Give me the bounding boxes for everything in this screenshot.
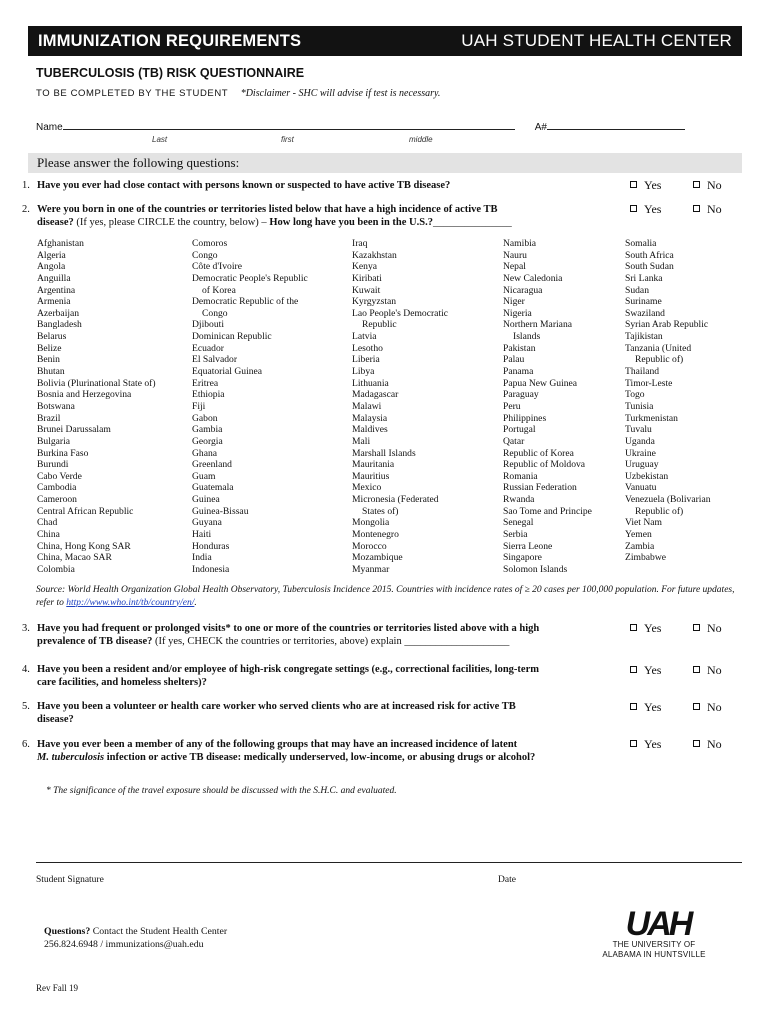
- country-item[interactable]: Tunisia: [625, 400, 654, 412]
- country-item[interactable]: Kiribati: [352, 272, 382, 284]
- country-item[interactable]: New Caledonia: [503, 272, 563, 284]
- country-item[interactable]: Guam: [192, 470, 216, 482]
- checkbox-icon[interactable]: [630, 181, 637, 188]
- country-item[interactable]: Kazakhstan: [352, 249, 397, 261]
- name-row: [36, 120, 685, 133]
- country-item[interactable]: Serbia: [503, 529, 528, 541]
- checkbox-icon[interactable]: [693, 205, 700, 212]
- country-item[interactable]: Bulgaria: [37, 435, 71, 447]
- question-5: 5. Have you been a volunteer or health care worker who served clients who are at increased risk for active TB disease?: [22, 701, 516, 725]
- country-item[interactable]: Palau: [503, 354, 525, 366]
- country-item[interactable]: Colombia: [37, 563, 75, 575]
- country-item[interactable]: Belize: [37, 342, 62, 354]
- revision-label: Rev Fall 19: [36, 983, 78, 993]
- country-item[interactable]: Mongolia: [352, 517, 390, 529]
- country-column-2: [192, 238, 308, 576]
- country-item[interactable]: Djibouti: [192, 319, 224, 331]
- checkbox-icon[interactable]: [693, 703, 700, 710]
- country-item[interactable]: Republic of Korea: [503, 447, 574, 459]
- source-note: Source: World Health Organization Global Health Observatory, Tuberculosis Incidence 2015. Countries with incidence rates of ≥ 20 cases per 100,000 population. For future updates, refer to http://www.who.int/tb/country/en/.: [36, 585, 735, 608]
- q2-no-option[interactable]: No: [693, 202, 722, 217]
- country-column-1: [37, 238, 156, 576]
- country-item[interactable]: Liberia: [352, 354, 380, 366]
- country-item[interactable]: Togo: [625, 389, 645, 401]
- country-item[interactable]: Tuvalu: [625, 424, 652, 436]
- country-item[interactable]: Micronesia (Federated: [352, 494, 439, 506]
- q5-no-option[interactable]: No: [693, 700, 722, 715]
- country-item[interactable]: Mauritius: [352, 470, 390, 482]
- country-item[interactable]: Cambodia: [37, 482, 77, 494]
- country-item[interactable]: Somalia: [625, 238, 657, 249]
- to-be-completed-label: TO BE COMPLETED BY THE STUDENT: [36, 88, 229, 99]
- country-item[interactable]: Paraguay: [503, 389, 539, 401]
- country-item[interactable]: El Salvador: [192, 354, 238, 366]
- country-item[interactable]: Lao People's Democratic: [352, 307, 449, 319]
- country-item[interactable]: Indonesia: [192, 563, 230, 575]
- q3-yes-option[interactable]: Yes: [630, 621, 661, 636]
- checkbox-icon[interactable]: [630, 666, 637, 673]
- country-item[interactable]: Brazil: [37, 412, 61, 424]
- country-item[interactable]: South Sudan: [625, 261, 674, 273]
- country-item[interactable]: Kyrgyzstan: [352, 296, 397, 308]
- country-item[interactable]: Guatemala: [192, 482, 234, 494]
- country-item[interactable]: Papua New Guinea: [503, 377, 578, 389]
- q3-no-option[interactable]: No: [693, 621, 722, 636]
- country-item[interactable]: Sierra Leone: [503, 540, 553, 552]
- country-item[interactable]: Sri Lanka: [625, 272, 663, 284]
- country-item[interactable]: Republic of): [635, 354, 684, 366]
- name-field[interactable]: [63, 120, 515, 130]
- country-item[interactable]: Kuwait: [352, 284, 381, 296]
- contact-info: Questions? Contact the Student Health Center 256.824.6948 / immunizations@uah.edu: [44, 926, 228, 950]
- question-6: 6. Have you ever been a member of any of the following groups that may have an increased incidence of latent M. tuberculosis infection or active TB disease: medically underserved, low-income, or abusing drugs or alcohol?: [22, 739, 536, 763]
- country-item[interactable]: Tajikistan: [625, 331, 663, 343]
- country-item[interactable]: Democratic Republic of the: [192, 296, 299, 308]
- country-item[interactable]: Lesotho: [352, 342, 383, 354]
- country-item[interactable]: Venezuela (Bolivarian: [625, 494, 711, 506]
- date-label: Date: [498, 875, 516, 885]
- country-item[interactable]: Russian Federation: [503, 482, 577, 494]
- country-item[interactable]: Guinea-Bissau: [192, 505, 249, 517]
- q4-no-option[interactable]: No: [693, 663, 722, 678]
- country-item[interactable]: Northern Mariana: [503, 319, 572, 331]
- country-item[interactable]: Bangladesh: [37, 319, 82, 331]
- country-column-3: [352, 238, 448, 576]
- country-item[interactable]: Burundi: [37, 459, 69, 471]
- country-item[interactable]: Ecuador: [192, 342, 224, 354]
- country-item[interactable]: Georgia: [192, 435, 223, 447]
- country-item[interactable]: Iraq: [352, 238, 368, 249]
- country-item[interactable]: Pakistan: [503, 342, 536, 354]
- country-item[interactable]: Nauru: [503, 249, 527, 261]
- country-item[interactable]: Fiji: [192, 400, 206, 412]
- country-item[interactable]: Guinea: [192, 494, 220, 506]
- form-title: TUBERCULOSIS (TB) RISK QUESTIONNAIRE: [36, 66, 305, 80]
- student-signature-label: Student Signature: [36, 875, 104, 885]
- name-last-label: Last: [152, 135, 168, 144]
- country-item[interactable]: Vanuatu: [625, 482, 657, 494]
- q5-yes-option[interactable]: Yes: [630, 700, 661, 715]
- country-item[interactable]: Niger: [503, 296, 525, 308]
- country-item[interactable]: China, Hong Kong SAR: [37, 540, 131, 552]
- country-column-4: [503, 238, 592, 576]
- country-item[interactable]: Malawi: [352, 400, 382, 412]
- country-item[interactable]: Bolivia (Plurinational State of): [37, 377, 156, 389]
- country-item[interactable]: Peru: [503, 400, 521, 412]
- country-item[interactable]: Qatar: [503, 435, 525, 447]
- country-item[interactable]: Maldives: [352, 424, 388, 436]
- country-item[interactable]: Senegal: [503, 517, 534, 529]
- footnote: * The significance of the travel exposure should be discussed with the S.H.C. and evaluated.: [46, 786, 397, 796]
- country-item[interactable]: Mozambique: [352, 552, 403, 564]
- country-item[interactable]: Azerbaijan: [37, 307, 80, 319]
- country-item[interactable]: Sudan: [625, 284, 649, 296]
- country-item[interactable]: Myanmar: [352, 563, 390, 575]
- country-item[interactable]: Ghana: [192, 447, 218, 459]
- country-item[interactable]: Swaziland: [625, 307, 665, 319]
- q4-yes-option[interactable]: Yes: [630, 663, 661, 678]
- subtitle-row: [36, 88, 440, 99]
- who-link[interactable]: http://www.who.int/tb/country/en/: [66, 597, 195, 608]
- disclaimer-text: *Disclaimer - SHC will advise if test is necessary.: [240, 88, 441, 99]
- question-2: 2. Were you born in one of the countries or territories listed below that have a high incidence of active TB disease? (If yes, please CIRCLE the country, below) – How long have you been in the U.S.?_______________: [22, 204, 512, 228]
- country-item[interactable]: Islands: [513, 331, 541, 343]
- country-item[interactable]: Latvia: [352, 331, 377, 343]
- country-item[interactable]: Timor-Leste: [625, 377, 673, 389]
- anum-field[interactable]: [547, 120, 685, 130]
- question-1: [22, 179, 450, 192]
- checkbox-icon[interactable]: [693, 666, 700, 673]
- country-item[interactable]: India: [192, 552, 212, 564]
- country-item[interactable]: Solomon Islands: [503, 563, 568, 575]
- country-item[interactable]: Chad: [37, 517, 58, 529]
- country-item[interactable]: Angola: [37, 261, 66, 273]
- signature-line[interactable]: [36, 862, 742, 863]
- question-number: 1.: [22, 180, 30, 191]
- country-item[interactable]: Belarus: [37, 331, 67, 343]
- name-label: Name: [36, 122, 63, 133]
- country-item[interactable]: Ukraine: [625, 447, 656, 459]
- country-item[interactable]: Mexico: [352, 482, 382, 494]
- country-item[interactable]: Suriname: [625, 296, 662, 308]
- country-item[interactable]: Uruguay: [625, 459, 659, 471]
- country-item[interactable]: Central African Republic: [37, 505, 134, 517]
- country-item[interactable]: Syrian Arab Republic: [625, 319, 709, 331]
- country-item[interactable]: Congo: [202, 307, 228, 319]
- country-item[interactable]: Kenya: [352, 261, 378, 273]
- country-item[interactable]: Libya: [352, 366, 375, 378]
- country-item[interactable]: Dominican Republic: [192, 331, 272, 343]
- country-item[interactable]: Anguilla: [37, 272, 71, 284]
- country-item[interactable]: Marshall Islands: [352, 447, 416, 459]
- country-item[interactable]: Mali: [352, 435, 371, 447]
- checkbox-icon[interactable]: [630, 205, 637, 212]
- country-item[interactable]: Nicaragua: [503, 284, 543, 296]
- country-item[interactable]: Argentina: [37, 284, 76, 296]
- country-item[interactable]: Sao Tome and Principe: [503, 505, 592, 517]
- checkbox-icon[interactable]: [630, 624, 637, 631]
- q1-yes-option[interactable]: Yes: [630, 178, 661, 193]
- q2-yes-option[interactable]: Yes: [630, 202, 661, 217]
- question-text: Have you ever had close contact with persons known or suspected to have active TB disease?: [37, 180, 451, 191]
- country-item[interactable]: Republic of): [635, 505, 684, 517]
- q1-no-option[interactable]: No: [693, 178, 722, 193]
- country-item[interactable]: Montenegro: [352, 529, 399, 541]
- us-duration-field[interactable]: _______________: [432, 217, 512, 228]
- country-item[interactable]: Republic: [362, 319, 397, 331]
- country-item[interactable]: Nigeria: [503, 307, 532, 319]
- country-item[interactable]: Ethiopia: [192, 389, 225, 401]
- country-item[interactable]: South Africa: [625, 249, 674, 261]
- country-item[interactable]: Benin: [37, 354, 60, 366]
- country-item[interactable]: Zambia: [625, 540, 655, 552]
- country-item[interactable]: of Korea: [202, 284, 236, 296]
- country-item[interactable]: Lithuania: [352, 377, 389, 389]
- country-item[interactable]: Eritrea: [192, 377, 219, 389]
- header-bar: [28, 26, 742, 56]
- country-item[interactable]: Guyana: [192, 517, 222, 529]
- header-right-title: UAH STUDENT HEALTH CENTER: [461, 31, 732, 50]
- country-item[interactable]: Armenia: [37, 296, 71, 308]
- country-item[interactable]: Philippines: [503, 412, 547, 424]
- name-first-label: first: [281, 135, 294, 144]
- country-item[interactable]: Tanzania (United: [625, 342, 692, 354]
- country-item[interactable]: Comoros: [192, 238, 228, 249]
- question-3: 3. Have you had frequent or prolonged visits* to one or more of the countries or territories listed above with a high prevalence of TB disease? (If yes, CHECK the countries or territories, above) explain ____________________: [22, 623, 540, 647]
- header-left-title: IMMUNIZATION REQUIREMENTS: [38, 31, 302, 50]
- country-item[interactable]: Morocco: [352, 540, 387, 552]
- checkbox-icon[interactable]: [630, 740, 637, 747]
- country-item[interactable]: Zimbabwe: [625, 552, 667, 564]
- country-item[interactable]: Bosnia and Herzegovina: [37, 389, 132, 401]
- checkbox-icon[interactable]: [630, 703, 637, 710]
- checkbox-icon[interactable]: [693, 740, 700, 747]
- country-item[interactable]: Romania: [503, 470, 538, 482]
- checkbox-icon[interactable]: [693, 624, 700, 631]
- country-item[interactable]: Greenland: [192, 459, 232, 471]
- country-item[interactable]: Yemen: [625, 529, 652, 541]
- country-item[interactable]: Turkmenistan: [625, 412, 678, 424]
- country-item[interactable]: Afghanistan: [37, 238, 84, 249]
- country-item[interactable]: Panama: [503, 366, 534, 378]
- country-item[interactable]: Botswana: [37, 400, 75, 412]
- country-item[interactable]: Thailand: [625, 366, 660, 378]
- country-item[interactable]: Algeria: [37, 249, 66, 261]
- uah-logo-mark: UAH: [625, 908, 691, 943]
- country-item[interactable]: Cabo Verde: [37, 470, 82, 482]
- country-item[interactable]: States of): [362, 505, 399, 517]
- country-item[interactable]: Brunei Darussalam: [37, 424, 111, 436]
- country-item[interactable]: Rwanda: [503, 494, 535, 506]
- country-item[interactable]: Nepal: [503, 261, 526, 273]
- name-middle-label: middle: [409, 135, 433, 144]
- anum-label: A#: [534, 122, 547, 133]
- country-item[interactable]: Mauritania: [352, 459, 395, 471]
- country-item[interactable]: Côte d'Ivoire: [192, 261, 242, 273]
- country-item[interactable]: Burkina Faso: [37, 447, 89, 459]
- country-item[interactable]: China, Macao SAR: [37, 552, 112, 564]
- country-item[interactable]: Namibia: [503, 238, 537, 249]
- university-name: THE UNIVERSITY OF ALABAMA IN HUNTSVILLE: [602, 940, 706, 959]
- checkbox-icon[interactable]: [693, 181, 700, 188]
- country-item[interactable]: Malaysia: [352, 412, 388, 424]
- country-item[interactable]: China: [37, 529, 60, 541]
- question-4: 4. Have you been a resident and/or employee of high-risk congregate settings (e.g., correctional facilities, long-term care facilities, and homeless shelters)?: [22, 664, 539, 688]
- country-item[interactable]: Equatorial Guinea: [192, 366, 263, 378]
- country-item[interactable]: Gambia: [192, 424, 223, 436]
- country-item[interactable]: Portugal: [503, 424, 536, 436]
- country-item[interactable]: Viet Nam: [625, 517, 662, 529]
- country-item[interactable]: Democratic People's Republic: [192, 272, 308, 284]
- country-column-5: [625, 238, 711, 564]
- country-item[interactable]: Bhutan: [37, 366, 65, 378]
- country-item[interactable]: Republic of Moldova: [503, 459, 586, 471]
- country-item[interactable]: Madagascar: [352, 389, 399, 401]
- q6-yes-option[interactable]: Yes: [630, 737, 661, 752]
- q6-no-option[interactable]: No: [693, 737, 722, 752]
- country-item[interactable]: Uganda: [625, 435, 655, 447]
- country-item[interactable]: Singapore: [503, 552, 542, 564]
- country-item[interactable]: Cameroon: [37, 494, 77, 506]
- country-item[interactable]: Uzbekistan: [625, 470, 669, 482]
- country-item[interactable]: Congo: [192, 249, 218, 261]
- country-item[interactable]: Gabon: [192, 412, 218, 424]
- country-item[interactable]: Haiti: [192, 529, 212, 541]
- section-title: Please answer the following questions:: [28, 153, 742, 173]
- country-item[interactable]: Honduras: [192, 540, 230, 552]
